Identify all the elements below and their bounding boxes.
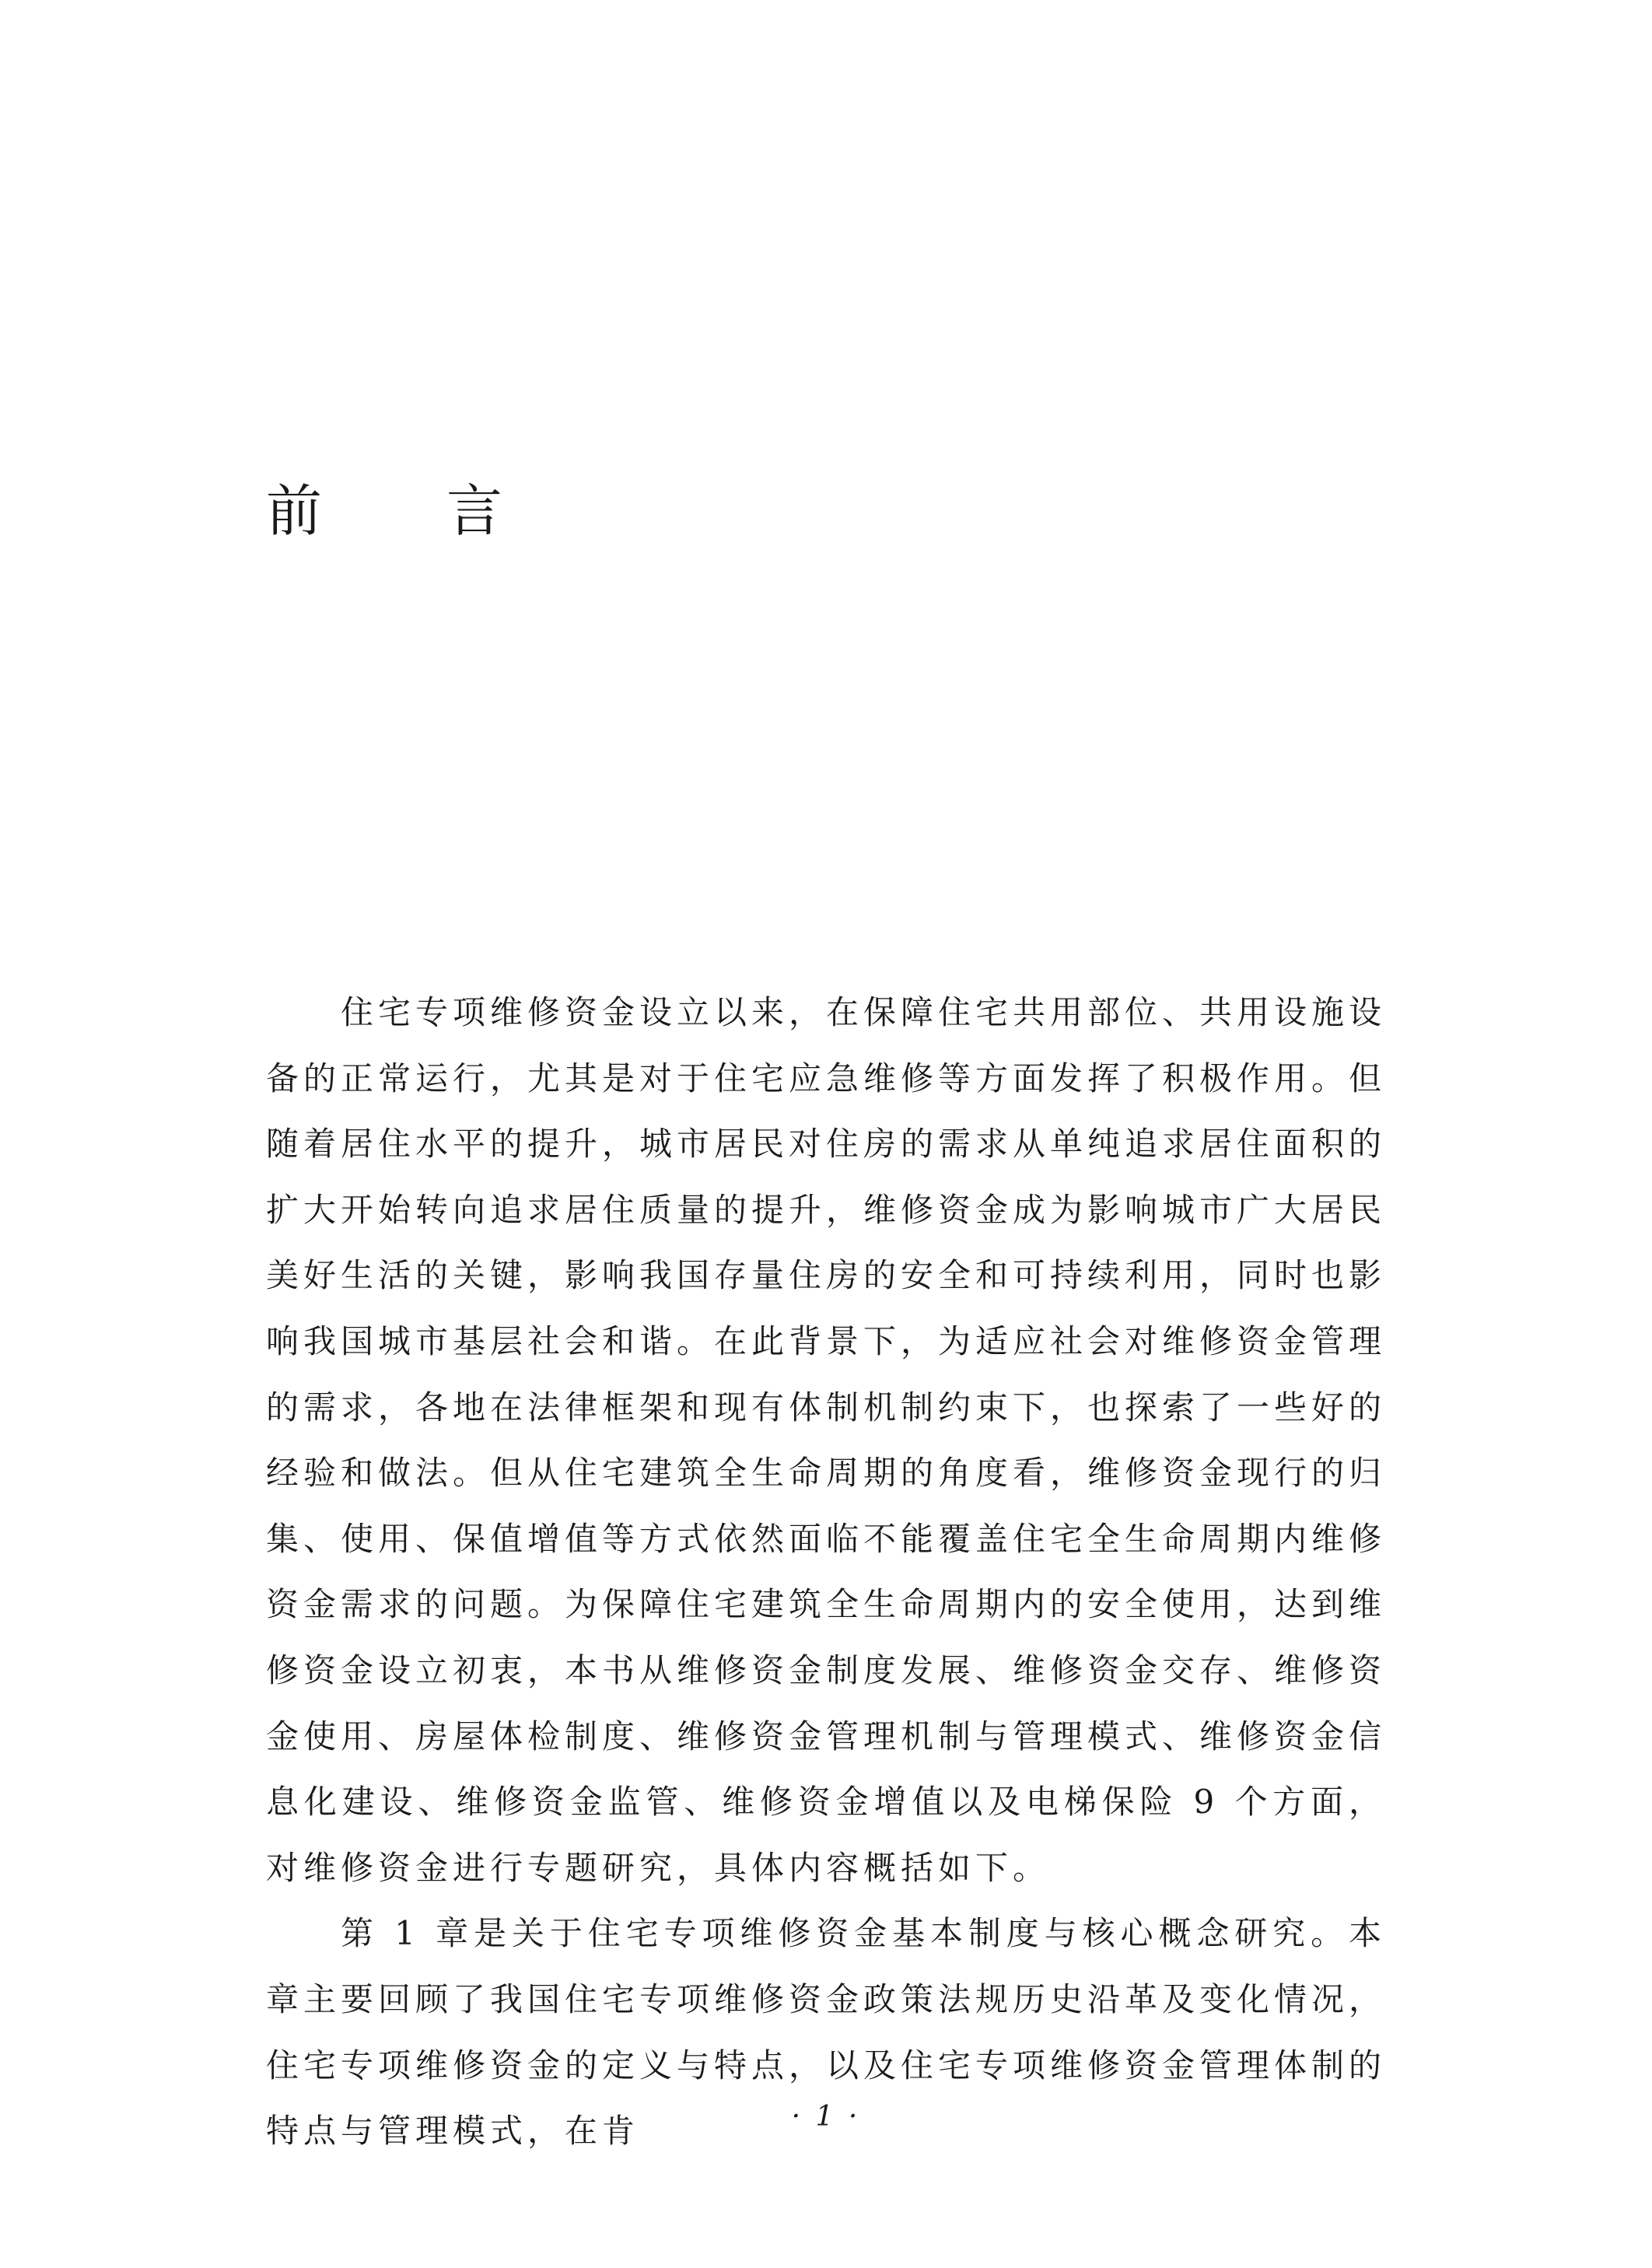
page-title: 前言	[266, 478, 628, 544]
page-number: · 1 ·	[791, 2101, 861, 2133]
body-text	[266, 980, 1386, 2165]
paragraph-1: 住宅专项维修资金设立以来，在保障住宅共用部位、共用设施设备的正常运行，尤其是对于住宅应急维修等方面发挥了积极作用。但随着居住水平的提升，城市居民对住房的需求从单纯追求居住面积的扩大开始转向追求居住质量的提升，维修资金成为影响城市广大居民美好生活的关键，影响我国存量住房的安全和可持续利用，同时也影响我国城市基层社会和谐。在此背景下，为适应社会对维修资金管理的需求，各地在法律框架和现有体制机制约束下，也探索了一些好的经验和做法。但从住宅建筑全生命周期的角度看，维修资金现行的归集、使用、保值增值等方式依然面临不能覆盖住宅全生命周期内维修资金需求的问题。为保障住宅建筑全生命周期内的安全使用，达到维修资金设立初衷，本书从维修资金制度发展、维修资金交存、维修资金使用、房屋体检制度、维修资金管理机制与管理模式、维修资金信息化建设、维修资金监管、维修资金增值以及电梯保险 9 个方面，对维修资金进行专题研究，具体内容概括如下。	[266, 993, 1387, 1887]
paragraph-2: 第 1 章是关于住宅专项维修资金基本制度与核心概念研究。本章主要回顾了我国住宅专项维修资金政策法规历史沿革及变化情况，住宅专项维修资金的定义与特点，以及住宅专项维修资金管理体制的特点与管理模式，在肯	[266, 1914, 1387, 2151]
